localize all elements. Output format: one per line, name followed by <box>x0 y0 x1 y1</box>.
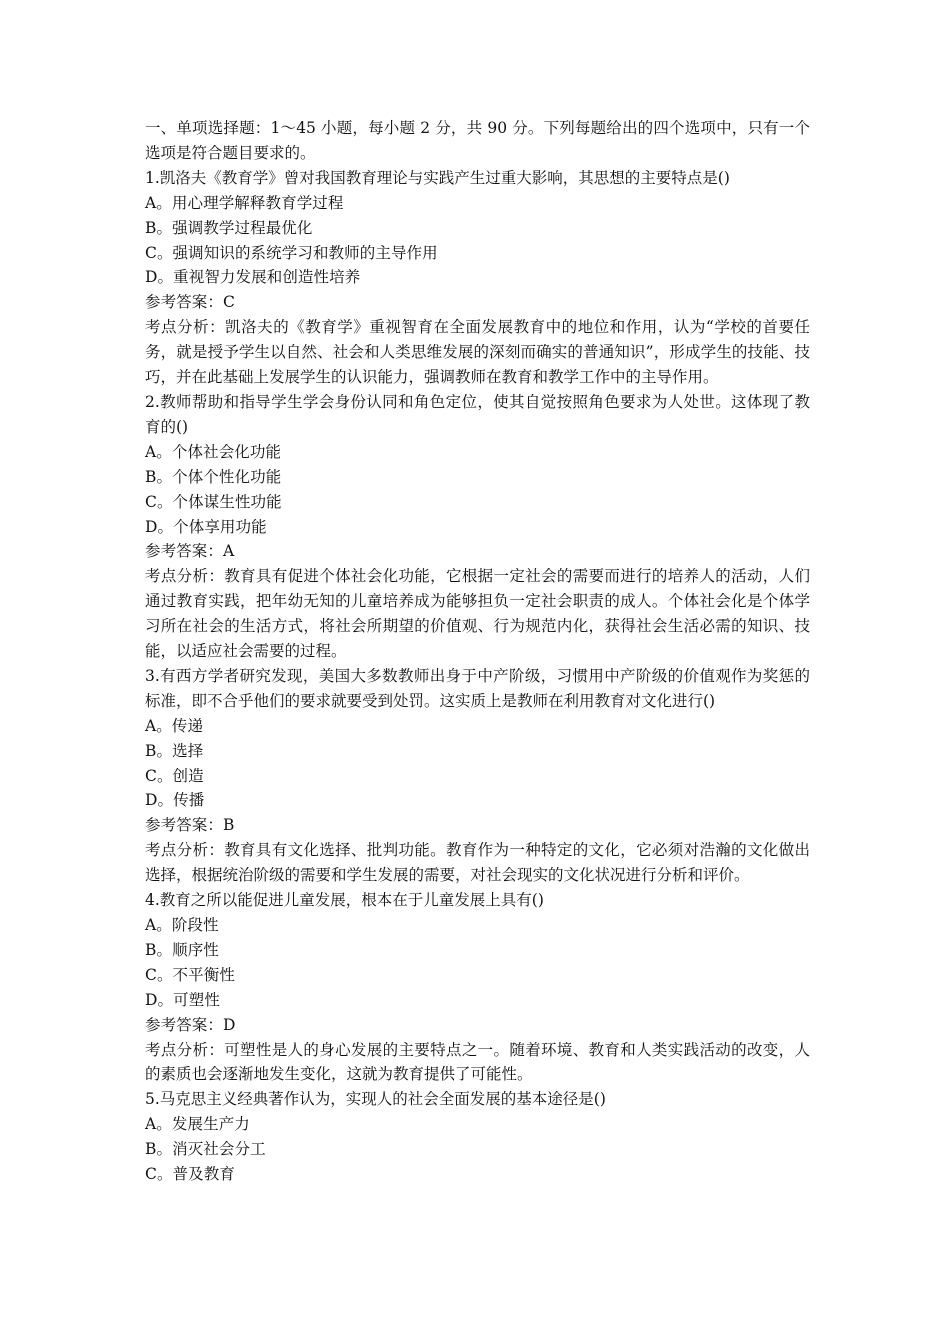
option-b: B。个体个性化功能 <box>145 467 282 486</box>
section-intro: 一、单项选择题：1～45 小题，每小题 2 分，共 90 分。下列每题给出的四个选项中，只有一个选项是符合题目要求的。 <box>145 119 810 162</box>
question-1 <box>145 166 810 390</box>
document-body <box>145 116 810 1187</box>
option-c: C。普及教育 <box>145 1165 235 1184</box>
answer-analysis: 考点分析：教育具有文化选择、批判功能。教育作为一种特定的文化，它必须对浩瀚的文化做出选择，根据统治阶级的需要和学生发展的需要，对社会现实的文化状况进行分析和评价。 <box>145 841 810 885</box>
answer-analysis: 考点分析：可塑性是人的身心发展的主要特点之一。随着环境、教育和人类实践活动的改变，人的素质也会逐渐地发生变化，这就为教育提供了可能性。 <box>145 1040 810 1084</box>
question-stem: 3.有西方学者研究发现，美国大多数教师出身于中产阶级，习惯用中产阶级的价值观作为奖惩的标准，即不合乎他们的要求就要受到处罚。这实质上是教师在利用教育对文化进行() <box>145 666 810 710</box>
question-stem: 4.教育之所以能促进儿童发展，根本在于儿童发展上具有() <box>145 891 544 910</box>
option-c: C。创造 <box>145 766 204 785</box>
question-stem: 5.马克思主义经典著作认为，实现人的社会全面发展的基本途径是() <box>145 1090 606 1109</box>
question-stem: 1.凯洛夫《教育学》曾对我国教育理论与实践产生过重大影响，其思想的主要特点是() <box>145 168 730 187</box>
question-5 <box>145 1087 810 1187</box>
option-d: D。可塑性 <box>145 990 220 1009</box>
option-b: B。顺序性 <box>145 940 219 959</box>
option-d: D。重视智力发展和创造性培养 <box>145 268 361 287</box>
reference-answer: 参考答案：A <box>145 542 235 561</box>
reference-answer: 参考答案：C <box>145 293 235 312</box>
option-a: A。传递 <box>145 716 204 735</box>
reference-answer: 参考答案：B <box>145 816 235 835</box>
option-a: A。发展生产力 <box>145 1115 250 1134</box>
option-c: C。个体谋生性功能 <box>145 492 282 511</box>
option-b: B。强调教学过程最优化 <box>145 218 313 237</box>
option-d: D。个体享用功能 <box>145 517 267 536</box>
option-a: A。阶段性 <box>145 916 219 934</box>
option-b: B。消灭社会分工 <box>145 1140 266 1159</box>
answer-analysis: 考点分析：教育具有促进个体社会化功能，它根据一定社会的需要而进行的培养人的活动，人们通过教育实践，把年幼无知的儿童培养成为能够担负一定社会职责的成人。个体社会化是个体学习所在社会的生活方式，将社会所期望的价值观、行为规范内化，获得社会生活必需的知识、技能，以适应社会需要的过程。 <box>145 567 810 661</box>
question-3 <box>145 664 810 888</box>
option-b: B。选择 <box>145 741 204 760</box>
option-a: A。个体社会化功能 <box>145 442 282 461</box>
option-c: C。不平衡性 <box>145 965 235 984</box>
question-4 <box>145 888 810 1087</box>
question-2 <box>145 390 810 664</box>
option-a: A。用心理学解释教育学过程 <box>145 193 344 212</box>
reference-answer: 参考答案：D <box>145 1015 236 1034</box>
option-d: D。传播 <box>145 791 205 810</box>
question-stem: 2.教师帮助和指导学生学会身份认同和角色定位，使其自觉按照角色要求为人处世。这体现了教育的() <box>145 392 810 436</box>
answer-analysis: 考点分析：凯洛夫的《教育学》重视智育在全面发展教育中的地位和作用，认为“学校的首要任务，就是授予学生以自然、社会和人类思维发展的深刻而确实的普通知识”，形成学生的技能、技巧，并在此基础上发展学生的认识能力，强调教师在教育和教学工作中的主导作用。 <box>145 318 810 387</box>
option-c: C。强调知识的系统学习和教师的主导作用 <box>145 243 438 262</box>
